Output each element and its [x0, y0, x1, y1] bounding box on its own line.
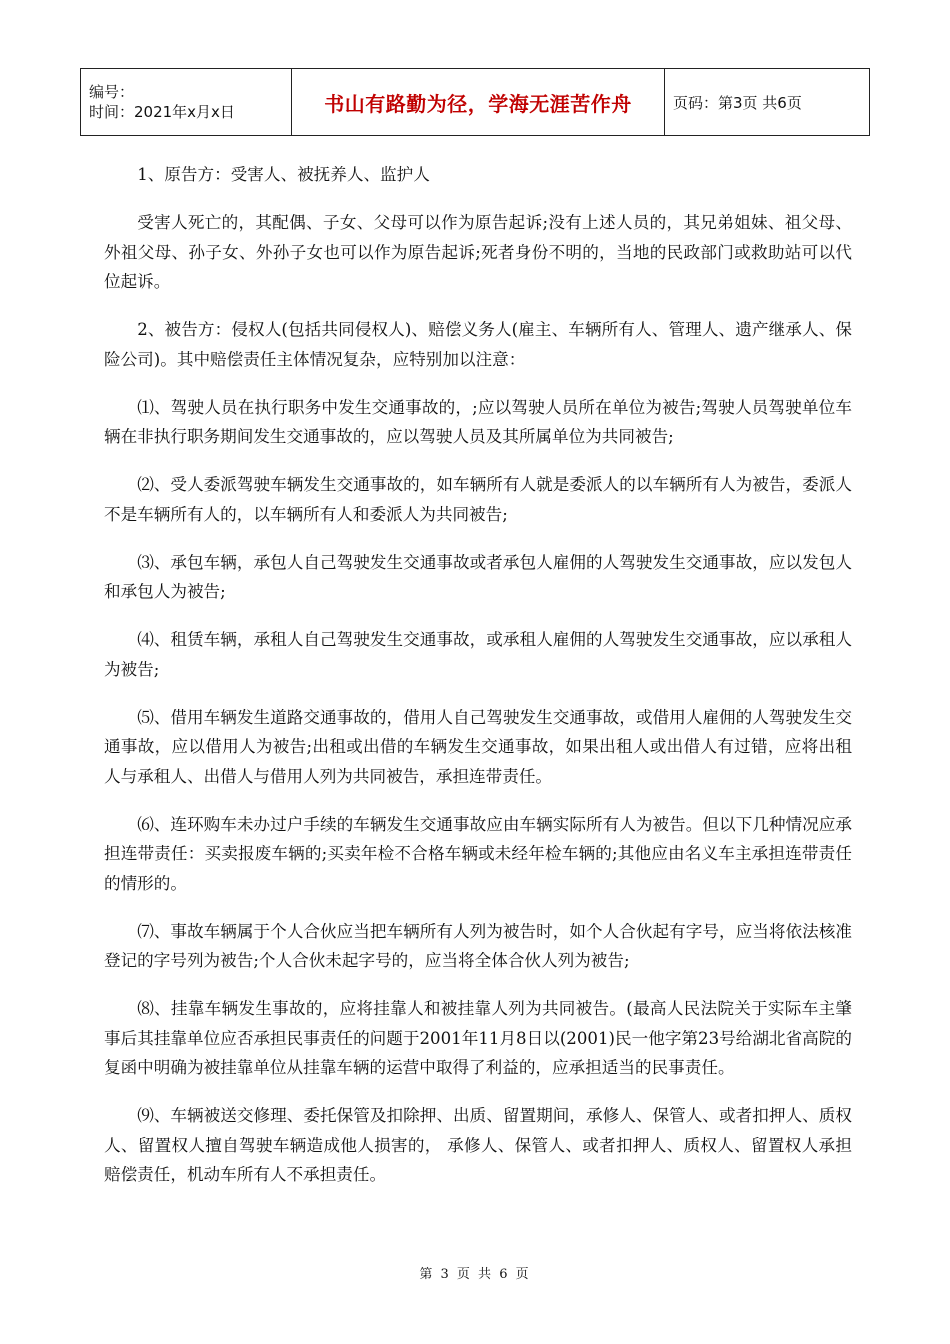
paragraph-item-1: ⑴、驾驶人员在执行职务中发生交通事故的，;应以驾驶人员所在单位为被告;驾驶人员驾驶单位车辆在非执行职务期间发生交通事故的，应以驾驶人员及其所属单位为共同被告;	[104, 397, 852, 446]
paragraph-item-6: ⑹、连环购车未办过户手续的车辆发生交通事故应由车辆实际所有人为被告。但以下几种情况应承担连带责任：买卖报废车辆的;买卖年检不合格车辆或未经年检车辆的;其他应由名义车主承担连带责任的情形的。	[104, 814, 852, 893]
header-motto: 书山有路勤为径，学海无涯苦作舟	[292, 69, 665, 136]
paragraph-item-2: ⑵、受人委派驾驶车辆发生交通事故的，如车辆所有人就是委派人的以车辆所有人为被告，委派人不是车辆所有人的，以车辆所有人和委派人为共同被告;	[104, 475, 852, 524]
document-date-label: 时间：2021年x月x日	[89, 103, 235, 121]
paragraph-item-4: ⑷、租赁车辆，承租人自己驾驶发生交通事故，或承租人雇佣的人驾驶发生交通事故，应以承租人为被告;	[104, 630, 852, 679]
document-body	[104, 160, 852, 1208]
paragraph-item-5: ⑸、借用车辆发生道路交通事故的，借用人自己驾驶发生交通事故，或借用人雇佣的人驾驶发生交通事故，应以借用人为被告;出租或出借的车辆发生交通事故，如果出租人或出借人有过错，应将出租人与承租人、出借人与借用人列为共同被告，承担连带责任。	[104, 707, 852, 786]
document-number-label: 编号：	[89, 83, 135, 101]
paragraph-item-8: ⑻、挂靠车辆发生事故的，应将挂靠人和被挂靠人列为共同被告。(最高人民法院关于实际车主肇事后其挂靠单位应否承担民事责任的问题于2001年11月8日以(2001)民一他字第23号给湖北省高院的复函中明确为被挂靠单位从挂靠车辆的运营中取得了利益的，应承担适当的民事责任。	[104, 999, 852, 1077]
page-footer: 第 3 页 共 6 页	[419, 1267, 531, 1282]
paragraph-item-7: ⑺、事故车辆属于个人合伙应当把车辆所有人列为被告时，如个人合伙起有字号，应当将依法核准登记的字号列为被告;个人合伙未起字号的，应当将全体合伙人列为被告;	[104, 921, 852, 970]
header-page-label: 页码：第3页 共6页	[665, 69, 870, 136]
page-header	[80, 68, 870, 136]
header-meta	[81, 69, 292, 136]
paragraph-item-3: ⑶、承包车辆，承包人自己驾驶发生交通事故或者承包人雇佣的人驾驶发生交通事故，应以发包人和承包人为被告;	[104, 552, 852, 601]
paragraph-item-9: ⑼、车辆被送交修理、委托保管及扣除押、出质、留置期间，承修人、保管人、或者扣押人、质权人、留置权人擅自驾驶车辆造成他人损害的， 承修人、保管人、或者扣押人、质权人、留置权人承担赔偿责任，机动车所有人不承担责任。	[104, 1106, 852, 1184]
paragraph-defendant-heading: 2、被告方：侵权人(包括共同侵权人)、赔偿义务人(雇主、车辆所有人、管理人、遗产继承人、保险公司)。其中赔偿责任主体情况复杂，应特别加以注意：	[104, 320, 852, 369]
paragraph-plaintiff-heading: 1、原告方：受害人、被抚养人、监护人	[137, 165, 430, 184]
paragraph: 受害人死亡的，其配偶、子女、父母可以作为原告起诉;没有上述人员的，其兄弟姐妹、祖父母、外祖父母、孙子女、外孙子女也可以作为原告起诉;死者身份不明的，当地的民政部门或救助站可以代位起诉。	[104, 213, 852, 291]
